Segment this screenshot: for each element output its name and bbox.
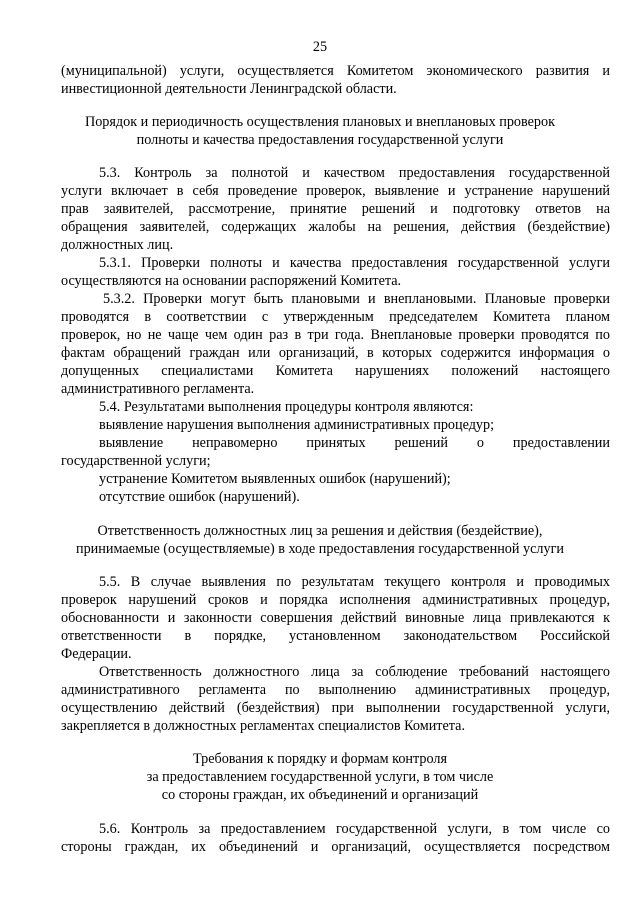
- text-line: инвестиционной деятельности Ленинградской области.: [61, 81, 397, 97]
- paragraph-line: административного регламента по выполнению административных процедур,: [61, 682, 610, 698]
- paragraph-line: 5.4. Результатами выполнения процедуры контроля являются:: [99, 399, 474, 415]
- paragraph-line: 5.6. Контроль за предоставлением государственной услуги, в том числе со: [99, 821, 610, 837]
- paragraph-line: административного регламента.: [61, 381, 255, 397]
- paragraph-line: проверок, но не чаще чем один раз в три года. Внеплановые проверки проводятся по: [61, 327, 610, 343]
- paragraph-line: должностных лиц.: [61, 237, 174, 253]
- paragraph-line: услуги включает в себя проведение проверок, выявление и устранение нарушений: [61, 183, 610, 199]
- list-item: устранение Комитетом выявленных ошибок (нарушений);: [99, 471, 451, 487]
- list-item: государственной услуги;: [61, 453, 211, 469]
- paragraph-line: стороны граждан, их объединений и организаций, осуществляется посредством: [61, 839, 610, 855]
- list-item: выявление нарушения выполнения административных процедур;: [99, 417, 495, 433]
- paragraph-line: фактам обращений граждан или организаций, в которых содержится информация о: [61, 345, 610, 361]
- paragraph-line: закрепляется в должностных регламентах специалистов Комитета.: [61, 718, 466, 734]
- section-heading: полноты и качества предоставления государственной услуги: [136, 132, 504, 148]
- paragraph-line: 5.3.1. Проверки полноты и качества предоставления государственной услуги: [99, 255, 610, 271]
- paragraph-line: ответственности в порядке, установленном законодательством Российской: [61, 628, 610, 644]
- section-heading: со стороны граждан, их объединений и организаций: [161, 787, 479, 803]
- paragraph-line: проверок нарушений сроков и порядка исполнения административных процедур,: [61, 592, 610, 608]
- paragraph-line: обращения заявителей, содержащих жалобы на решения, действия (бездействие): [61, 219, 610, 235]
- paragraph-line: 5.3. Контроль за полнотой и качеством предоставления государственной: [99, 165, 610, 181]
- list-item: выявление неправомерно принятых решений о предоставлении: [99, 435, 610, 451]
- section-heading: Порядок и периодичность осуществления плановых и внеплановых проверок: [84, 114, 556, 130]
- section-heading: Требования к порядку и формам контроля: [192, 751, 448, 767]
- text-line: (муниципальной) услуги, осуществляется Комитетом экономического развития и: [61, 63, 610, 79]
- paragraph-line: прав заявителей, рассмотрение, принятие решений и подготовку ответов на: [61, 201, 610, 217]
- paragraph-line: осуществлению действий (бездействия) при выполнении государственной услуги,: [61, 700, 610, 716]
- paragraph-line: Федерации.: [61, 646, 132, 662]
- section-heading: за предоставлением государственной услуги, в том числе: [146, 769, 494, 785]
- paragraph-line: 5.5. В случае выявления по результатам текущего контроля и проводимых: [99, 574, 610, 590]
- section-heading: Ответственность должностных лиц за решения и действия (бездействие),: [97, 523, 543, 539]
- paragraph-line: Ответственность должностного лица за соблюдение требований настоящего: [99, 664, 610, 680]
- list-item: отсутствие ошибок (нарушений).: [99, 489, 300, 505]
- page-number: 25: [312, 39, 328, 55]
- section-heading: принимаемые (осуществляемые) в ходе предоставления государственной услуги: [76, 541, 564, 557]
- paragraph-line: 5.3.2. Проверки могут быть плановыми и внеплановыми. Плановые проверки: [103, 291, 610, 307]
- paragraph-line: обоснованности и законности совершения действий виновные лица привлекаются к: [61, 610, 610, 626]
- paragraph-line: проводятся в соответствии с утвержденным председателем Комитета планом: [61, 309, 610, 325]
- paragraph-line: допущенных специалистами Комитета нарушениях положений настоящего: [61, 363, 610, 379]
- paragraph-line: осуществляются на основании распоряжений Комитета.: [61, 273, 402, 289]
